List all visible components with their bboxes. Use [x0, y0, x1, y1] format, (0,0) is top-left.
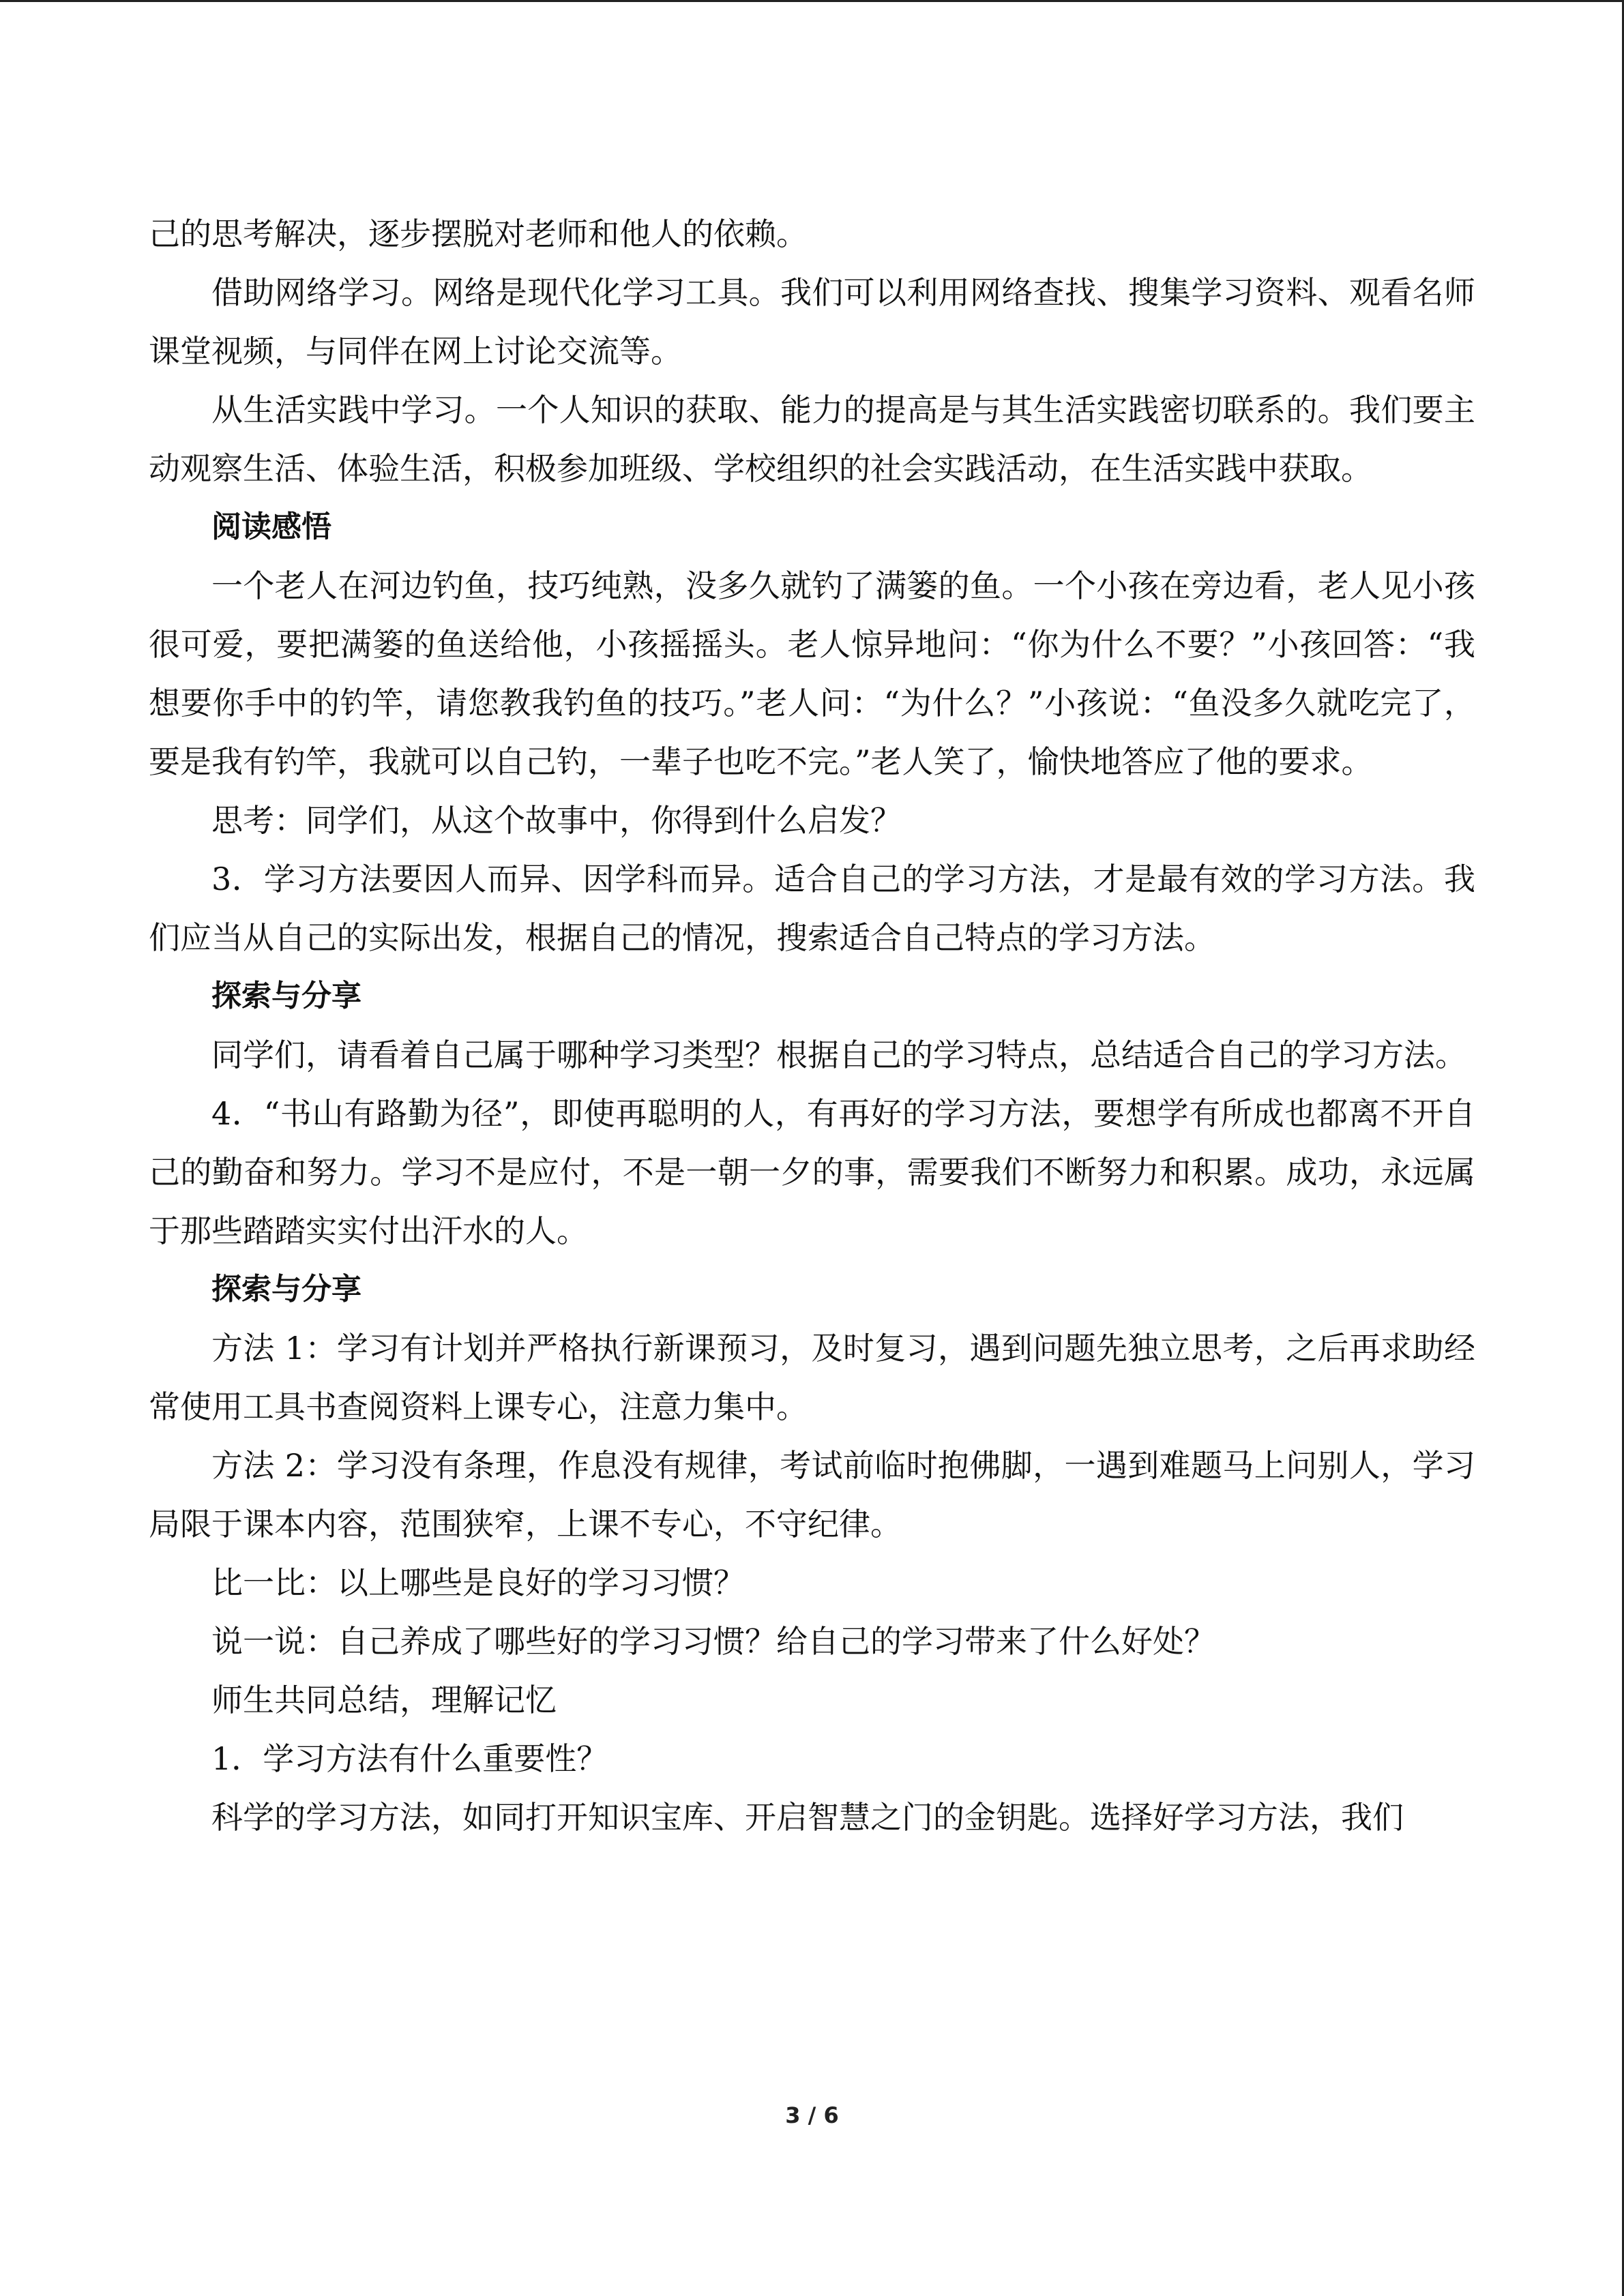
paragraph: 从生活实践中学习。一个人知识的获取、能力的提高是与其生活实践密切联系的。我们要主动观察生活、体验生活，积极参加班级、学校组织的社会实践活动，在生活实践中获取。	[149, 391, 1475, 487]
paragraph: 科学的学习方法，如同打开知识宝库、开启智慧之门的金钥匙。选择好学习方法，我们	[211, 1799, 1404, 1836]
section-heading: 探索与分享	[211, 979, 361, 1013]
paragraph: 1．学习方法有什么重要性？	[211, 1740, 608, 1777]
paragraph: 方法 2：学习没有条理，作息没有规律，考试前临时抱佛脚，一遇到难题马上问别人，学习局限于课本内容，范围狭窄，上课不专心，不守纪律。	[149, 1447, 1475, 1542]
section-heading: 阅读感悟	[211, 509, 331, 544]
paragraph: 己的思考解决，逐步摆脱对老师和他人的依赖。	[149, 215, 808, 252]
paragraph: 4．“书山有路勤为径”，即使再聪明的人，有再好的学习方法，要想学有所成也都离不开自己的勤奋和努力。学习不是应付，不是一朝一夕的事，需要我们不断努力和积累。成功，永远属于那些踏踏实实付出汗水的人。	[149, 1095, 1475, 1249]
document-body	[149, 205, 1475, 1847]
paragraph: 3．学习方法要因人而异、因学科而异。适合自己的学习方法，才是最有效的学习方法。我们应当从自己的实际出发，根据自己的情况，搜索适合自己特点的学习方法。	[149, 861, 1475, 956]
paragraph: 一个老人在河边钓鱼，技巧纯熟，没多久就钓了满篓的鱼。一个小孩在旁边看，老人见小孩很可爱，要把满篓的鱼送给他，小孩摇摇头。老人惊异地问：“你为什么不要？”小孩回答：“我想要你手中的钓竿，请您教我钓鱼的技巧。”老人问：“为什么？”小孩说：“鱼没多久就吃完了，要是我有钓竿，我就可以自己钓，一辈子也吃不完。”老人笑了，愉快地答应了他的要求。	[149, 567, 1475, 780]
paragraph: 师生共同总结，理解记忆	[211, 1682, 557, 1718]
paragraph: 思考：同学们，从这个故事中，你得到什么启发？	[211, 802, 902, 839]
paragraph: 借助网络学习。网络是现代化学习工具。我们可以利用网络查找、搜集学习资料、观看名师课堂视频，与同伴在网上讨论交流等。	[149, 274, 1475, 370]
page-number: 3 / 6	[785, 2102, 839, 2128]
paragraph: 方法 1：学习有计划并严格执行新课预习，及时复习，遇到问题先独立思考，之后再求助经常使用工具书查阅资料上课专心，注意力集中。	[149, 1330, 1475, 1425]
paragraph: 说一说：自己养成了哪些好的学习习惯？给自己的学习带来了什么好处？	[211, 1623, 1215, 1660]
paragraph: 同学们，请看着自己属于哪种学习类型？根据自己的学习特点，总结适合自己的学习方法。	[211, 1037, 1466, 1073]
paragraph: 比一比：以上哪些是良好的学习习惯？	[211, 1564, 745, 1601]
section-heading: 探索与分享	[211, 1272, 361, 1307]
